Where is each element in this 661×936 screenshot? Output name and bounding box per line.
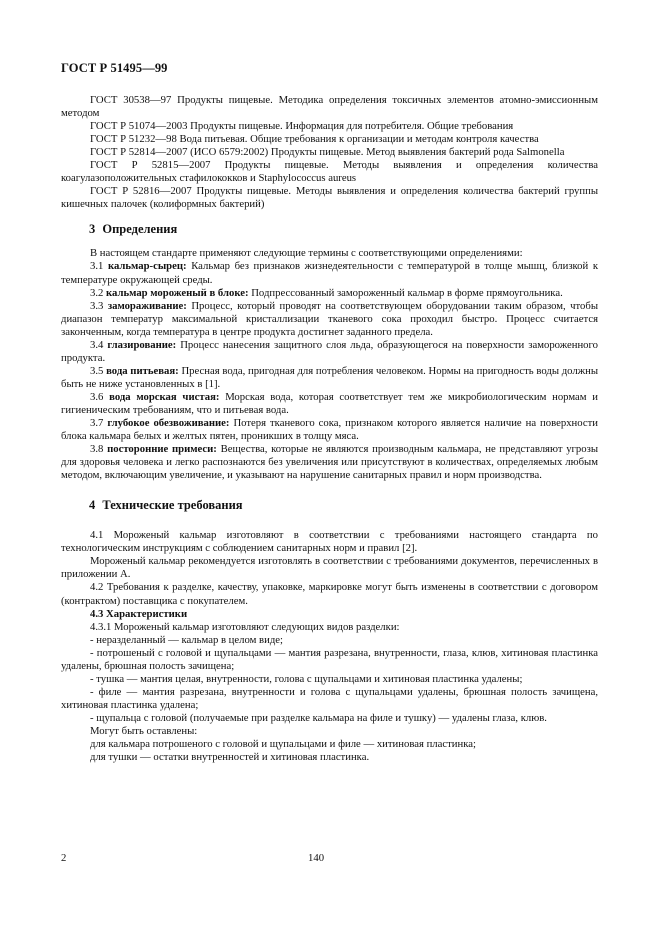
cut-types-list xyxy=(61,634,598,725)
definition-number: 3.6 xyxy=(90,390,104,403)
paragraph: Могут быть оставлены: xyxy=(90,724,198,737)
subsection-title: 4.3 Характеристики xyxy=(90,607,188,620)
definition-text: Морская вода, которая соответствует тем же микробиологическим нормам и гигиеническим требованиям, что и питьевая вода. xyxy=(61,390,599,416)
section-3-heading xyxy=(89,222,598,237)
definition-item xyxy=(61,365,598,391)
definition-item xyxy=(61,300,598,339)
folio-number: 2 xyxy=(61,852,67,864)
definition-item xyxy=(61,339,598,365)
definition-term: посторонние примеси: xyxy=(107,443,217,456)
list-item: - щупальца с головой (получаемые при разделке кальмара на филе и тушку) — удалены глаза, клюв. xyxy=(90,711,547,724)
section-number: 3 xyxy=(89,222,96,237)
reference-item: ГОСТ Р 52814—2007 (ИСО 6579:2002) Продукты пищевые. Метод выявления бактерий рода Salmonella xyxy=(90,146,565,159)
definition-term: глазирование: xyxy=(107,338,177,351)
definition-term: кальмар-сырец: xyxy=(107,260,187,273)
reference-item: ГОСТ 30538—97 Продукты пищевые. Методика определения токсичных элементов атомно-эмиссионным методом xyxy=(61,94,598,120)
definition-number: 3.4 xyxy=(90,338,104,351)
document-body xyxy=(61,94,598,764)
list-item: - потрошеный с головой и щупальцами — мантия разрезана, внутренности, глаза, клюв, хитиновая пластинка удалены, брюшная полость зачищена; xyxy=(61,646,598,672)
section-number: 4 xyxy=(89,498,96,513)
definition-text: Процесс нанесения защитного слоя льда, образующегося на поверхности замороженного продукта. xyxy=(61,338,598,364)
definition-term: кальмар мороженый в блоке: xyxy=(106,286,249,299)
definition-text: Процесс, который проводят на соответствующем оборудовании таким образом, чтобы диапазон температур максимальной кристаллизации тканевого сока проходил быстро. Процесс считается законченным, когда температура в центре продукта достигнет заданного предела. xyxy=(61,299,599,338)
definition-number: 3.8 xyxy=(90,443,104,456)
definition-text: Пресная вода, пригодная для потребления человеком. Нормы на пригодность воды должны быть не ниже установленных в [1]. xyxy=(61,364,598,390)
list-item: - филе — мантия разрезана, внутренности и голова с щупальцами удалены, брюшная полость зачищена, хитиновая пластинка удалена; xyxy=(61,685,598,711)
paragraph: 4.2 Требования к разделке, качеству, упаковке, маркировке могут быть изменены в соответствии с договором (контрактом) поставщика с покупателем. xyxy=(61,581,598,607)
reference-item: ГОСТ Р 52816—2007 Продукты пищевые. Методы выявления и определения количества бактерий группы кишечных палочек (колиформных бактерий) xyxy=(61,185,598,211)
paragraph: Мороженый кальмар рекомендуется изготовлять в соответствии с требованиями документов, перечисленных в приложении А. xyxy=(61,555,598,581)
section-4-heading xyxy=(89,498,598,513)
references-list xyxy=(61,94,598,211)
definition-text: Кальмар без признаков жизнедеятельности с температурой в толще мышц, близкой к температуре окружающей среды. xyxy=(61,260,599,286)
definition-term: глубокое обезвоживание: xyxy=(107,417,230,430)
definition-item xyxy=(61,417,598,443)
list-item: - неразделанный — кальмар в целом виде; xyxy=(90,633,283,646)
definition-text: Потеря тканевого сока, признаком которого является наличие на поверхности блока кальмара белых и желтых пятен, проникших в толщу мяса. xyxy=(61,417,598,443)
page-number: 140 xyxy=(308,852,325,864)
definition-item xyxy=(61,287,598,300)
definition-text: Подпрессованный замороженный кальмар в форме прямоугольника. xyxy=(251,286,563,299)
definition-number: 3.3 xyxy=(90,299,104,312)
paragraph: 4.3.1 Мороженый кальмар изготовляют следующих видов разделки: xyxy=(90,620,400,633)
definition-term: замораживание: xyxy=(107,299,187,312)
definition-number: 3.1 xyxy=(90,260,104,273)
definition-term: вода морская чистая: xyxy=(109,390,220,403)
definition-number: 3.2 xyxy=(90,286,104,299)
reference-item: ГОСТ Р 51232—98 Вода питьевая. Общие требования к организации и методам контроля качества xyxy=(90,133,539,146)
definition-number: 3.5 xyxy=(90,364,104,377)
section-title: Технические требования xyxy=(102,498,243,513)
paragraph: 4.1 Мороженый кальмар изготовляют в соответствии с требованиями настоящего стандарта по технологическим инструкциям с соблюдением санитарных норм и правил [2]. xyxy=(61,529,598,555)
reference-item: ГОСТ Р 51074—2003 Продукты пищевые. Информация для потребителя. Общие требования xyxy=(90,120,514,133)
definition-item xyxy=(61,391,598,417)
definition-number: 3.7 xyxy=(90,417,104,430)
list-item: - тушка — мантия целая, внутренности, голова с щупальцами и хитиновая пластинка удалены; xyxy=(90,672,523,685)
definition-item xyxy=(61,260,598,286)
document-header: ГОСТ Р 51495—99 xyxy=(61,61,168,75)
list-item: для кальмара потрошеного с головой и щупальцами и филе — хитиновая пластинка; xyxy=(90,738,476,751)
definition-item xyxy=(61,443,598,482)
definition-text: Вещества, которые не являются производным кальмара, не представляют угрозы для здоровья человека и легко распознаются без увеличения или присутствуют в количествах, определяемых любым методом, включающим увеличение, и указывают на нарушение санитарных правил и норм производства. xyxy=(61,443,599,482)
list-item: для тушки — остатки внутренностей и хитиновая пластинка. xyxy=(90,751,370,764)
section-3-intro: В настоящем стандарте применяют следующие термины с соответствующими определениями: xyxy=(90,247,523,260)
reference-item: ГОСТ Р 52815—2007 Продукты пищевые. Методы выявления и определения количества коагулазоположительных стафилококков и Staphylococcus aureus xyxy=(61,159,598,185)
definition-term: вода питьевая: xyxy=(106,364,179,377)
section-title: Определения xyxy=(102,222,178,237)
